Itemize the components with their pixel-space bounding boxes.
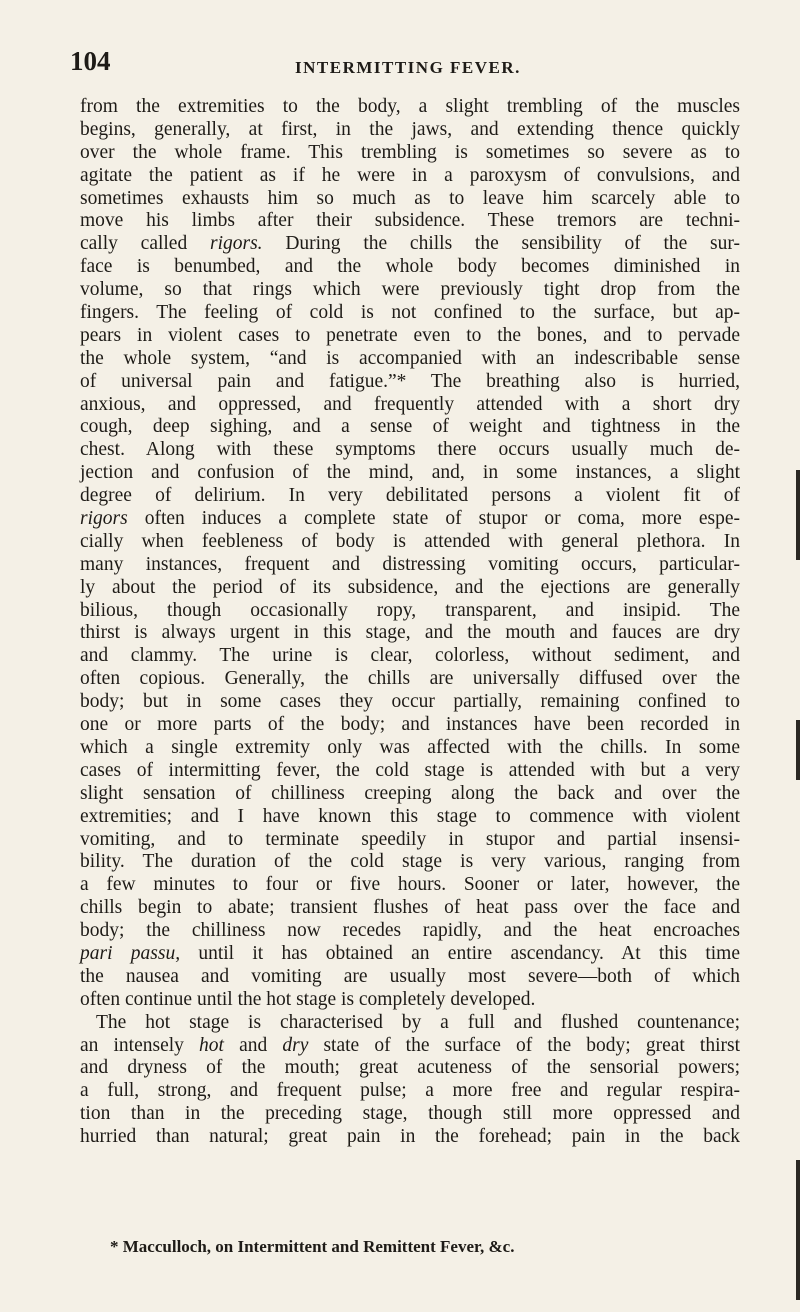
text-segment: often continue until the hot stage is completely developed. bbox=[80, 988, 536, 1010]
page-header bbox=[70, 46, 758, 86]
text-line bbox=[80, 371, 740, 394]
page-edge-shadow bbox=[796, 470, 800, 560]
text-line bbox=[80, 279, 740, 302]
page-edge-shadow bbox=[796, 720, 800, 780]
text-line bbox=[80, 966, 740, 989]
text-segment: cough, deep sighing, and a sense of weight and tightness in the bbox=[80, 416, 740, 438]
text-line bbox=[80, 897, 740, 920]
text-segment: chills begin to abate; transient flushes of heat pass over the face and bbox=[80, 897, 740, 919]
text-segment: body; the chilliness now recedes rapidly, and the heat encroaches bbox=[80, 920, 740, 942]
text-line bbox=[80, 668, 740, 691]
text-line bbox=[80, 920, 740, 943]
text-line bbox=[80, 119, 740, 142]
text-segment: cases of intermitting fever, the cold stage is attended with but a very bbox=[80, 759, 740, 781]
text-line bbox=[80, 302, 740, 325]
text-segment: sometimes exhausts him so much as to leave him scarcely able to bbox=[80, 187, 740, 209]
text-line bbox=[80, 508, 740, 531]
text-segment: one or more parts of the body; and instances have been recorded in bbox=[80, 714, 740, 736]
text-segment: and bbox=[223, 1034, 283, 1056]
text-segment: a full, strong, and frequent pulse; a more free and regular respira- bbox=[80, 1080, 740, 1102]
text-line bbox=[80, 485, 740, 508]
page-edge-shadow bbox=[796, 1160, 800, 1300]
italic-term: hot bbox=[199, 1034, 224, 1056]
text-segment: begins, generally, at first, in the jaws, and extending thence quickly bbox=[80, 118, 740, 140]
text-line bbox=[80, 600, 740, 623]
text-line bbox=[80, 737, 740, 760]
text-line bbox=[80, 325, 740, 348]
text-segment: cially when feebleness of body is attended with general plethora. In bbox=[80, 530, 740, 552]
text-line bbox=[80, 1035, 740, 1058]
text-segment: move his limbs after their subsidence. These tremors are techni- bbox=[80, 210, 740, 232]
text-line bbox=[80, 462, 740, 485]
text-line bbox=[80, 691, 740, 714]
text-segment: many instances, frequent and distressing vomiting occurs, particular- bbox=[80, 553, 740, 575]
body-text bbox=[80, 96, 740, 1149]
text-line bbox=[80, 1080, 740, 1103]
text-segment: and dryness of the mouth; great acuteness of the sensorial powers; bbox=[80, 1057, 740, 1079]
text-segment: vomiting, and to terminate speedily in stupor and partial insensi- bbox=[80, 828, 740, 850]
text-line bbox=[80, 989, 740, 1012]
text-segment: bility. The duration of the cold stage is very various, ranging from bbox=[80, 851, 740, 873]
text-line bbox=[80, 554, 740, 577]
text-line bbox=[80, 210, 740, 233]
text-line bbox=[80, 256, 740, 279]
text-segment: over the whole frame. This trembling is sometimes so severe as to bbox=[80, 141, 740, 163]
text-segment: tion than in the preceding stage, though still more oppressed and bbox=[80, 1103, 740, 1125]
text-segment: of universal pain and fatigue.”* The breathing also is hurried, bbox=[80, 370, 740, 392]
text-segment: extremities; and I have known this stage to commence with violent bbox=[80, 805, 740, 827]
text-line bbox=[80, 645, 740, 668]
text-line bbox=[80, 851, 740, 874]
text-segment: volume, so that rings which were previously tight drop from the bbox=[80, 279, 740, 301]
text-segment: a few minutes to four or five hours. Sooner or later, however, the bbox=[80, 874, 740, 896]
text-segment: hurried than natural; great pain in the forehead; pain in the back bbox=[80, 1126, 740, 1148]
text-segment: from the extremities to the body, a slight trembling of the muscles bbox=[80, 96, 740, 117]
text-line bbox=[80, 416, 740, 439]
italic-term: rigors bbox=[80, 508, 128, 530]
text-line bbox=[80, 714, 740, 737]
text-line bbox=[80, 1012, 740, 1035]
text-line bbox=[80, 829, 740, 852]
text-segment: During the chills the sensibility of the sur- bbox=[262, 233, 740, 255]
text-segment: anxious, and oppressed, and frequently attended with a short dry bbox=[80, 393, 740, 415]
text-line bbox=[80, 760, 740, 783]
text-segment: cally called bbox=[80, 233, 210, 255]
text-line bbox=[80, 531, 740, 554]
text-segment: the nausea and vomiting are usually most severe—both of which bbox=[80, 965, 740, 987]
text-segment: ly about the period of its subsidence, and the ejections are generally bbox=[80, 576, 740, 598]
text-segment: fingers. The feeling of cold is not confined to the surface, but ap- bbox=[80, 302, 740, 324]
text-line bbox=[80, 622, 740, 645]
text-segment: chest. Along with these symptoms there occurs usually much de- bbox=[80, 439, 740, 461]
text-segment: pears in violent cases to penetrate even to the bones, and to pervade bbox=[80, 324, 740, 346]
text-line bbox=[80, 874, 740, 897]
text-line bbox=[80, 1103, 740, 1126]
italic-term: rigors. bbox=[209, 233, 263, 255]
text-line bbox=[80, 1126, 740, 1149]
text-line bbox=[80, 96, 740, 119]
text-line bbox=[80, 142, 740, 165]
text-segment: face is benumbed, and the whole body becomes diminished in bbox=[80, 256, 740, 278]
text-segment: the whole system, “and is accompanied with an indescribable sense bbox=[80, 347, 740, 369]
text-line bbox=[80, 165, 740, 188]
text-line bbox=[80, 577, 740, 600]
text-line bbox=[80, 943, 740, 966]
text-segment: body; but in some cases they occur partially, remaining confined to bbox=[80, 691, 740, 713]
text-segment: thirst is always urgent in this stage, and the mouth and fauces are dry bbox=[80, 622, 740, 644]
page-number: 104 bbox=[70, 46, 111, 76]
text-segment: bilious, though occasionally ropy, transparent, and insipid. The bbox=[80, 599, 740, 621]
text-line bbox=[80, 1057, 740, 1080]
text-segment: The hot stage is characterised by a full and flushed countenance; bbox=[96, 1011, 740, 1033]
text-segment: and clammy. The urine is clear, colorless, without sediment, and bbox=[80, 645, 740, 667]
text-segment: slight sensation of chilliness creeping along the back and over the bbox=[80, 782, 740, 804]
running-head: INTERMITTING FEVER. bbox=[295, 58, 521, 77]
text-segment: degree of delirium. In very debilitated persons a violent fit of bbox=[80, 485, 740, 507]
text-segment: an intensely bbox=[80, 1034, 200, 1056]
text-segment: which a single extremity only was affected with the chills. In some bbox=[80, 736, 740, 758]
text-segment: state of the surface of the body; great thirst bbox=[308, 1034, 741, 1056]
italic-term: dry bbox=[282, 1034, 309, 1056]
italic-term: pari passu, bbox=[80, 942, 181, 964]
text-line bbox=[80, 806, 740, 829]
text-line bbox=[80, 783, 740, 806]
text-line bbox=[80, 233, 740, 256]
text-segment: often copious. Generally, the chills are universally diffused over the bbox=[80, 668, 740, 690]
text-segment: jection and confusion of the mind, and, in some instances, a slight bbox=[80, 462, 740, 484]
text-line bbox=[80, 188, 740, 211]
text-segment: until it has obtained an entire ascendancy. At this time bbox=[180, 942, 740, 964]
footnote: * Macculloch, on Intermittent and Remittent Fever, &c. bbox=[110, 1237, 515, 1256]
text-line bbox=[80, 394, 740, 417]
text-line bbox=[80, 348, 740, 371]
text-segment: often induces a complete state of stupor or coma, more espe- bbox=[127, 508, 740, 530]
text-segment: agitate the patient as if he were in a paroxysm of convulsions, and bbox=[80, 164, 740, 186]
text-line bbox=[80, 439, 740, 462]
